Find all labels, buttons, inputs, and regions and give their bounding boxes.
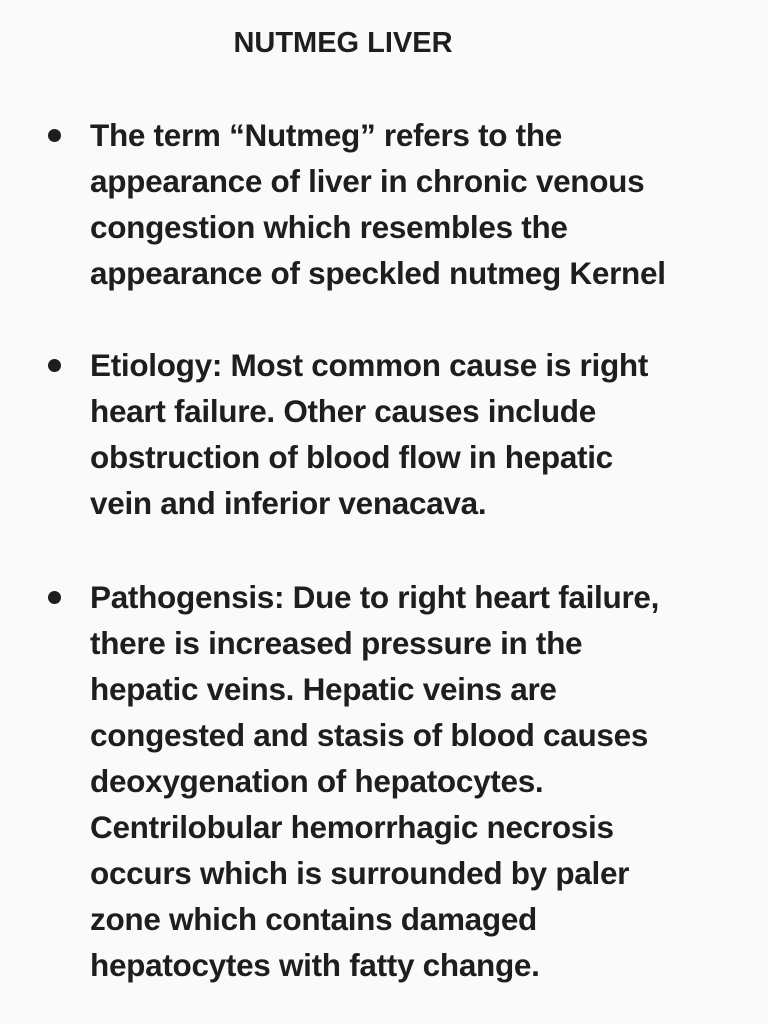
- bullet-line: congested and stasis of blood causes: [90, 717, 649, 753]
- bullet-line: Centrilobular hemorrhagic necrosis: [90, 809, 614, 845]
- bullet-dot-icon: [48, 359, 61, 372]
- bullet-line: appearance of speckled nutmeg Kernel: [90, 255, 666, 291]
- bullet-line: occurs which is surrounded by paler: [90, 855, 630, 891]
- bullet-line: appearance of liver in chronic venous: [90, 163, 645, 199]
- bullet-dot-icon: [48, 129, 61, 142]
- bullet-line: heart failure. Other causes include: [90, 393, 596, 429]
- bullet-line: zone which contains damaged: [90, 901, 537, 937]
- page-title: NUTMEG LIVER: [233, 27, 453, 59]
- bullet-line: obstruction of blood flow in hepatic: [90, 439, 613, 475]
- bullet-line: Pathogensis: Due to right heart failure,: [90, 579, 660, 615]
- bullet-dot-icon: [48, 591, 61, 604]
- bullet-line: The term “Nutmeg” refers to the: [90, 117, 563, 153]
- bullet-item-pathogenesis: [90, 574, 740, 988]
- bullet-line: hepatic veins. Hepatic veins are: [90, 671, 557, 707]
- bullet-line: vein and inferior venacava.: [90, 485, 487, 521]
- bullet-line: congestion which resembles the: [90, 209, 568, 245]
- bullet-line: there is increased pressure in the: [90, 625, 583, 661]
- bullet-item-etiology: [90, 342, 740, 526]
- bullet-item-definition: [90, 112, 740, 296]
- bullet-line: hepatocytes with fatty change.: [90, 947, 540, 983]
- bullet-line: Etiology: Most common cause is right: [90, 347, 649, 383]
- bullet-line: deoxygenation of hepatocytes.: [90, 763, 544, 799]
